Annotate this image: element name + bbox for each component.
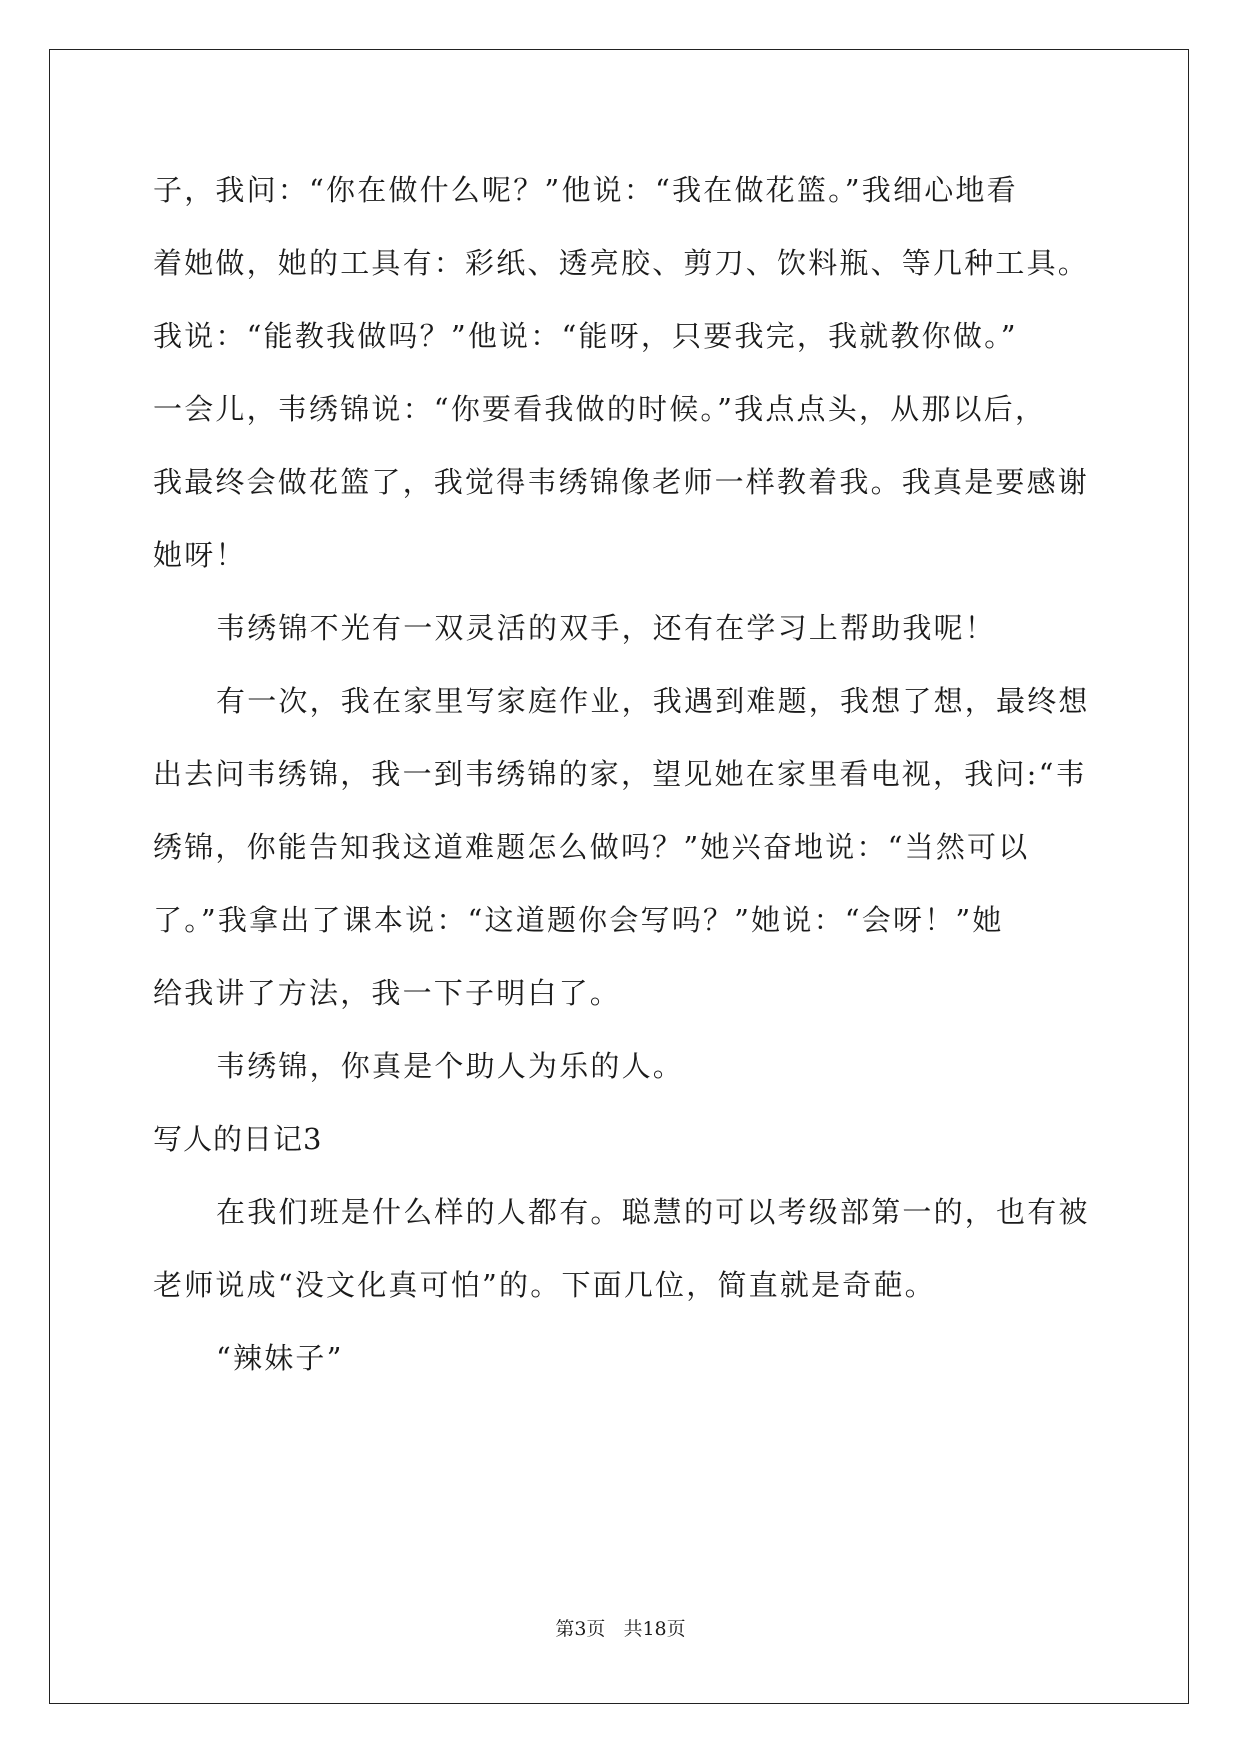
body-text-line: 子，我问：“你在做什么呢？”他说：“我在做花篮。”我细心地看 (153, 173, 1018, 207)
body-text-line: 老师说成“没文化真可怕”的。下面几位，简直就是奇葩。 (153, 1268, 936, 1302)
body-text-line: 给我讲了方法，我一下子明白了。 (153, 976, 622, 1010)
body-text-line: 出去问韦绣锦，我一到韦绣锦的家，望见她在家里看电视，我问:“韦 (153, 757, 1087, 791)
body-text-line: 韦绣锦，你真是个助人为乐的人。 (216, 1049, 685, 1083)
section-title: 写人的日记3 (153, 1122, 323, 1156)
page-number: 第3页 (555, 1618, 606, 1640)
body-text-line: 绣锦，你能告知我这道难题怎么做吗？”她兴奋地说：“当然可以 (153, 830, 1030, 864)
body-text-line: 有一次，我在家里写家庭作业，我遇到难题，我想了想，最终想 (216, 684, 1090, 718)
body-text-line: 我最终会做花篮了，我觉得韦绣锦像老师一样教着我。我真是要感谢 (153, 465, 1090, 499)
body-text-line: 在我们班是什么样的人都有。聪慧的可以考级部第一的，也有被 (216, 1195, 1090, 1229)
page-footer (0, 1617, 1241, 1641)
body-text-line: 韦绣锦不光有一双灵活的双手，还有在学习上帮助我呢！ (216, 611, 997, 645)
body-text-line: 她呀！ (153, 538, 247, 572)
page-border (49, 49, 1189, 1704)
body-text-line: 一会儿，韦绣锦说：“你要看我做的时候。”我点点头，从那以后， (153, 392, 1047, 426)
body-text-line: 我说：“能教我做吗？”他说：“能呀，只要我完，我就教你做。” (153, 319, 1018, 353)
body-text-line: 了。”我拿出了课本说：“这道题你会写吗？”她说：“会呀！”她 (153, 903, 1004, 937)
body-text-line: 着她做，她的工具有：彩纸、透亮胶、剪刀、饮料瓶、等几种工具。 (153, 246, 1090, 280)
body-text-line: “辣妹子” (216, 1341, 344, 1375)
page-total: 共18页 (623, 1618, 686, 1640)
